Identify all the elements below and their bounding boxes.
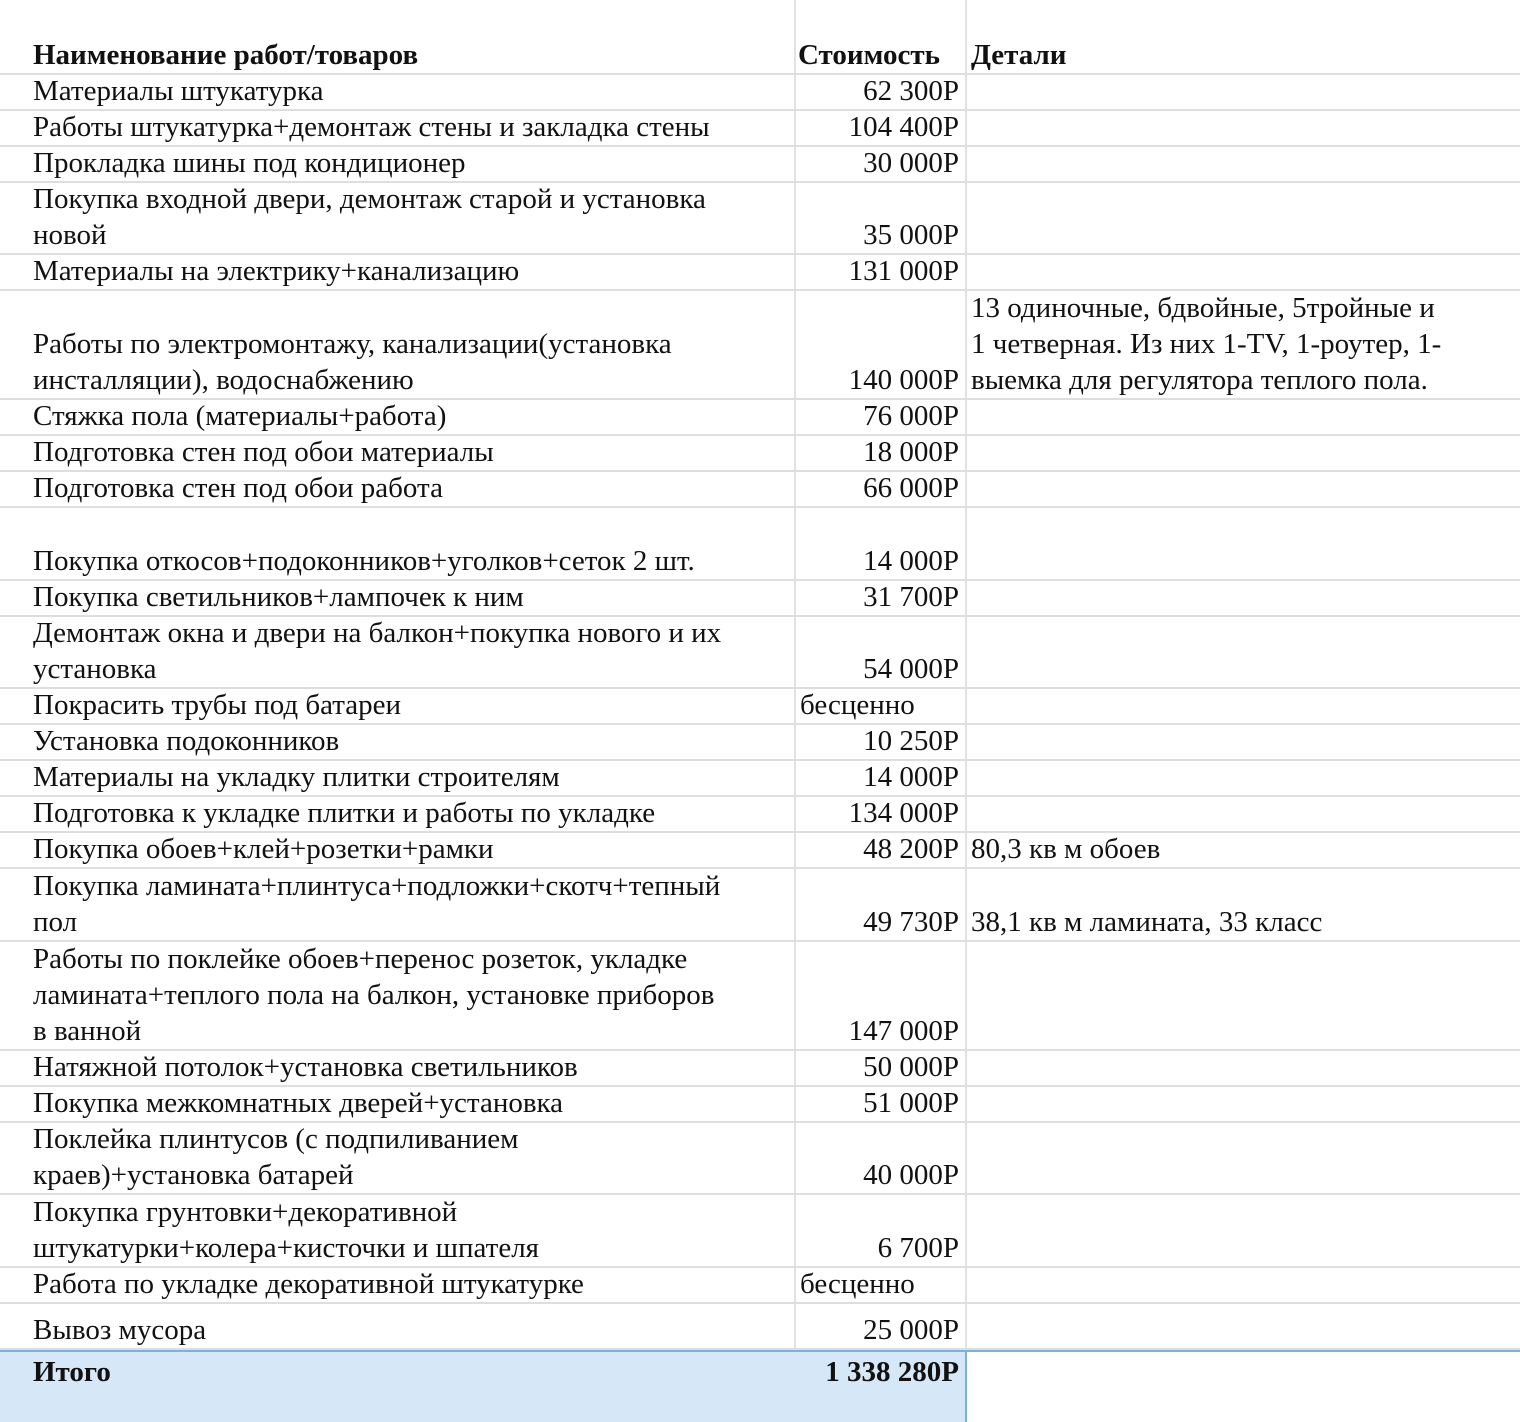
- cell-cost[interactable]: бесценно: [800, 689, 915, 721]
- cell-details[interactable]: [971, 400, 1511, 434]
- cell-cost[interactable]: 10 250Р: [863, 725, 959, 757]
- cell-name[interactable]: Натяжной потолок+установка светильников: [33, 1051, 578, 1083]
- cell-name[interactable]: Покрасить трубы под батареи: [33, 689, 402, 721]
- table-row: [0, 761, 1520, 797]
- cell-details[interactable]: [971, 111, 1511, 145]
- cell-details[interactable]: [971, 1051, 1511, 1085]
- cell-name[interactable]: Работы по электромонтажу, канализации(установка инсталляции), водоснабжению: [33, 328, 672, 396]
- table-row: [0, 689, 1520, 725]
- cell-name[interactable]: Работа по укладке декоративной штукатурке: [33, 1268, 584, 1300]
- cell-cost[interactable]: 50 000Р: [863, 1051, 959, 1083]
- cell-details[interactable]: [971, 436, 1511, 470]
- cell-name[interactable]: Подготовка к укладке плитки и работы по укладке: [33, 797, 656, 829]
- table-row: [0, 508, 1520, 581]
- table-row: [0, 291, 1520, 400]
- cell-name[interactable]: Работы штукатурка+демонтаж стены и закладка стены: [33, 111, 710, 143]
- cell-details[interactable]: [971, 761, 1511, 795]
- cell-details[interactable]: [971, 147, 1511, 181]
- cell-cost[interactable]: 66 000Р: [863, 472, 959, 504]
- table-row: [0, 436, 1520, 472]
- cell-details[interactable]: [971, 1195, 1511, 1266]
- cell-cost[interactable]: 18 000Р: [863, 436, 959, 468]
- cell-cost[interactable]: 54 000Р: [863, 653, 959, 685]
- cell-name[interactable]: Покупка грунтовки+декоративной штукатурки+колера+кисточки и шпателя: [33, 1196, 540, 1264]
- table-row: [0, 183, 1520, 255]
- cell-cost[interactable]: 6 700Р: [877, 1232, 959, 1264]
- cell-details[interactable]: [971, 725, 1511, 759]
- table-row: [0, 869, 1520, 942]
- cell-name[interactable]: Покупка межкомнатных дверей+установка: [33, 1087, 564, 1119]
- table-row: [0, 1123, 1520, 1195]
- cell-cost[interactable]: 35 000Р: [863, 219, 959, 251]
- cell-name[interactable]: Покупка входной двери, демонтаж старой и установка новой: [33, 183, 706, 251]
- total-cost[interactable]: 1 338 280Р: [825, 1356, 959, 1388]
- cell-cost[interactable]: 134 000Р: [848, 797, 959, 829]
- cell-cost[interactable]: 30 000Р: [863, 147, 959, 179]
- cell-cost[interactable]: 14 000Р: [863, 761, 959, 793]
- cell-cost[interactable]: 49 730Р: [863, 906, 959, 938]
- header-cost[interactable]: Стоимость: [798, 39, 940, 71]
- cell-details[interactable]: [971, 255, 1511, 289]
- cell-cost[interactable]: 14 000Р: [863, 545, 959, 577]
- cell-details[interactable]: 13 одиночные, бдвойные, 5тройные и 1 четверная. Из них 1-TV, 1-роутер, 1- выемка для регулятора теплого пола.: [971, 292, 1442, 396]
- cell-name[interactable]: Покупка ламината+плинтуса+подложки+скотч+тепный пол: [33, 870, 721, 938]
- table-row: [0, 617, 1520, 689]
- cell-details[interactable]: [971, 1087, 1511, 1121]
- cell-name[interactable]: Поклейка плинтусов (с подпиливанием краев)+установка батарей: [33, 1123, 519, 1191]
- table-row: [0, 472, 1520, 508]
- cell-name[interactable]: Работы по поклейке обоев+перенос розеток, укладке ламината+теплого пола на балкон, установке приборов в ванной: [33, 943, 715, 1047]
- table-row: [0, 400, 1520, 436]
- total-row: [0, 1350, 1520, 1422]
- cell-name[interactable]: Демонтаж окна и двери на балкон+покупка нового и их установка: [33, 617, 722, 685]
- table-row: [0, 725, 1520, 761]
- cell-details[interactable]: [971, 183, 1511, 253]
- cell-details[interactable]: [971, 797, 1511, 831]
- cell-name[interactable]: Подготовка стен под обои работа: [33, 472, 443, 504]
- table-row: [0, 255, 1520, 291]
- cell-name[interactable]: Покупка светильников+лампочек к ним: [33, 581, 524, 613]
- cell-name[interactable]: Материалы на укладку плитки строителям: [33, 761, 560, 793]
- table-row: [0, 1268, 1520, 1304]
- header-details[interactable]: Детали: [971, 39, 1067, 71]
- cell-cost[interactable]: 76 000Р: [863, 400, 959, 432]
- table-row: [0, 1087, 1520, 1123]
- cell-details[interactable]: [971, 1304, 1511, 1348]
- cell-cost[interactable]: 104 400Р: [848, 111, 959, 143]
- cell-details[interactable]: [971, 1123, 1511, 1193]
- total-details-cell[interactable]: [965, 1352, 1520, 1422]
- cell-details[interactable]: 38,1 кв м ламината, 33 класс: [971, 906, 1323, 938]
- table-row: [0, 942, 1520, 1051]
- cell-name[interactable]: Установка подоконников: [33, 725, 340, 757]
- cell-name[interactable]: Покупка обоев+клей+розетки+рамки: [33, 833, 494, 865]
- cell-name[interactable]: Материалы на электрику+канализацию: [33, 255, 520, 287]
- cell-details[interactable]: 80,3 кв м обоев: [971, 833, 1161, 865]
- total-label[interactable]: Итого: [33, 1356, 111, 1388]
- cell-details[interactable]: [971, 942, 1511, 1049]
- cell-name[interactable]: Подготовка стен под обои материалы: [33, 436, 494, 468]
- table-row: [0, 111, 1520, 147]
- cell-cost[interactable]: 48 200Р: [863, 833, 959, 865]
- table-row: [0, 1304, 1520, 1350]
- cell-name[interactable]: Покупка откосов+подоконников+уголков+сеток 2 шт.: [33, 545, 695, 577]
- cell-cost[interactable]: 31 700Р: [863, 581, 959, 613]
- cell-details[interactable]: [971, 617, 1511, 687]
- table-row: [0, 797, 1520, 833]
- cell-name[interactable]: Материалы штукатурка: [33, 75, 324, 107]
- cell-details[interactable]: [971, 689, 1511, 723]
- cell-details[interactable]: [971, 472, 1511, 506]
- cell-details[interactable]: [971, 75, 1511, 109]
- table-row: [0, 581, 1520, 617]
- cell-cost[interactable]: 131 000Р: [848, 255, 959, 287]
- cell-details[interactable]: [971, 1268, 1511, 1302]
- table-row: [0, 1195, 1520, 1268]
- cell-cost[interactable]: 62 300Р: [863, 75, 959, 107]
- cell-name[interactable]: Прокладка шины под кондиционер: [33, 147, 466, 179]
- table-row: [0, 147, 1520, 183]
- cell-cost[interactable]: 147 000Р: [848, 1015, 959, 1047]
- cell-details[interactable]: [971, 508, 1511, 579]
- cell-cost[interactable]: 40 000Р: [863, 1159, 959, 1191]
- table-row: [0, 1051, 1520, 1087]
- table-row: [0, 75, 1520, 111]
- cell-cost[interactable]: 25 000Р: [863, 1314, 959, 1346]
- cell-cost[interactable]: бесценно: [800, 1268, 915, 1300]
- header-name[interactable]: Наименование работ/товаров: [33, 39, 419, 71]
- cell-cost[interactable]: 140 000Р: [848, 364, 959, 396]
- cell-details[interactable]: [971, 581, 1511, 615]
- cell-name[interactable]: Вывоз мусора: [33, 1314, 207, 1346]
- cell-name[interactable]: Стяжка пола (материалы+работа): [33, 400, 447, 432]
- header-row: [0, 35, 1520, 75]
- cell-cost[interactable]: 51 000Р: [863, 1087, 959, 1119]
- table-row: [0, 833, 1520, 869]
